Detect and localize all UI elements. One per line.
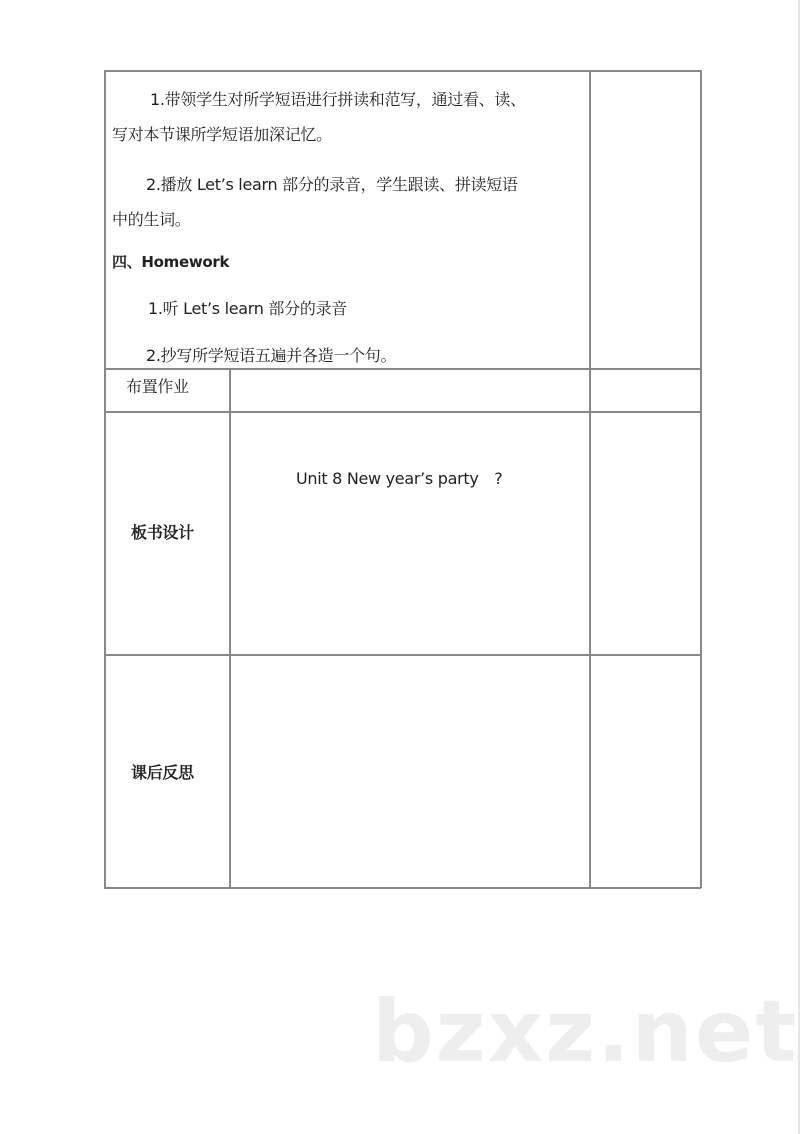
step-text: 中的生词。 <box>112 210 191 229</box>
table-border <box>104 654 701 656</box>
assignment-label: 布置作业 <box>126 377 189 396</box>
step-text: 2.播放 Let’s learn 部分的录音，学生跟读、拼读短语 <box>146 175 518 194</box>
watermark: bzxz.net <box>372 982 799 1082</box>
table-border <box>104 887 701 889</box>
homework-item: 1.听 Let’s learn 部分的录音 <box>148 299 347 318</box>
table-border <box>700 70 702 888</box>
table-border <box>104 368 701 370</box>
board-label: 板书设计 <box>131 523 194 542</box>
table-border <box>229 368 231 888</box>
step-text: 1.带领学生对所学短语进行拼读和范写，通过看、读、 <box>150 90 526 109</box>
homework-heading: 四、Homework <box>112 253 230 271</box>
table-border <box>104 70 701 72</box>
board-content: Unit 8 New year’s party ? <box>296 469 503 488</box>
reflection-label: 课后反思 <box>131 763 194 782</box>
table-border <box>104 70 106 888</box>
homework-item: 2.抄写所学短语五遍并各造一个句。 <box>146 346 397 365</box>
table-border <box>589 70 591 888</box>
step-text: 写对本节课所学短语加深记忆。 <box>112 125 332 144</box>
table-border <box>104 411 701 413</box>
